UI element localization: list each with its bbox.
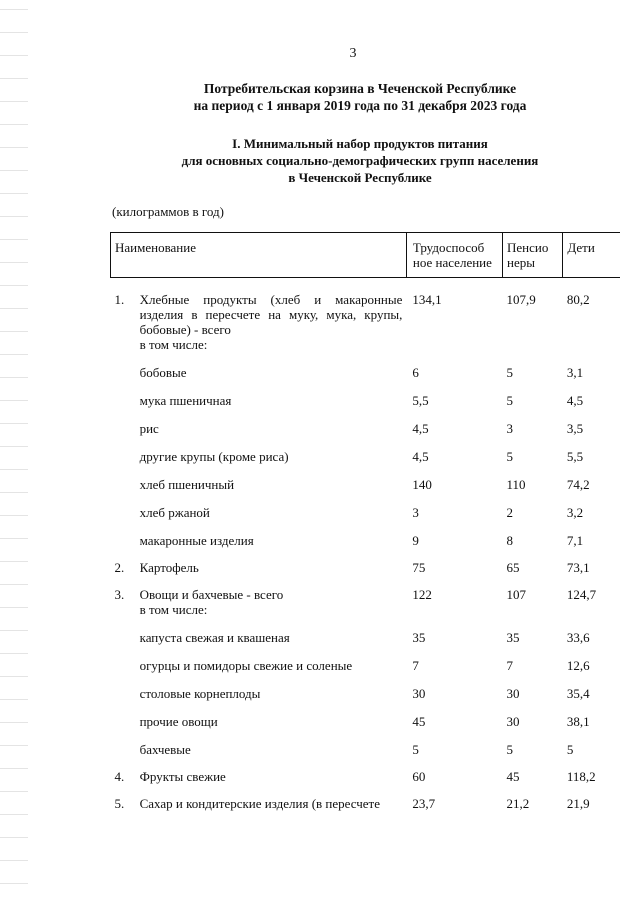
value-pensioners: 107,9 [506,292,536,307]
value-children: 5,5 [566,449,584,464]
table-row [111,757,621,784]
row-name-cell [140,548,407,575]
value-children: 80,2 [566,292,590,307]
value-working-population: 30 [412,686,426,701]
row-name: Фрукты свежие [139,769,226,784]
value-children: 12,6 [566,658,590,673]
row-number [111,617,140,645]
table-row [111,645,621,673]
value-working-population: 5 [412,742,419,757]
row-number [111,464,140,492]
row-name-cell [140,380,407,408]
value-pensioners: 21,2 [506,796,530,811]
row-number [111,645,140,673]
row-name-cell [140,408,407,436]
row-number: 3. [114,587,125,602]
row-name-cell [140,701,407,729]
row-name: Сахар и кондитерские изделия (в пересчете [139,796,381,811]
value-children: 3,5 [566,421,584,436]
scan-edge-artifact [0,0,28,905]
row-name: хлеб пшеничный [139,477,235,492]
row-name-cell [140,729,407,757]
row-name: бахчевые [139,742,191,757]
row-name: мука пшеничная [139,393,232,408]
value-children: 73,1 [566,560,590,575]
value-pensioners: 30 [506,686,520,701]
table-row [111,352,621,380]
value-working-population: 140 [412,477,432,492]
table-row [111,701,621,729]
value-working-population: 4,5 [412,449,429,464]
row-name: Хлебные продукты (хлеб и макаронные изделия в пересчете на муку, мука, крупы, бобовые) - всего [139,292,403,337]
table-row [111,575,621,617]
table-row [111,492,621,520]
row-name-cell [140,464,407,492]
value-children: 4,5 [566,393,584,408]
row-number: 2. [114,560,125,575]
header-pensioners: Пенсио неры [503,233,563,278]
table-body [111,278,621,812]
value-pensioners: 7 [506,658,513,673]
row-name: огурцы и помидоры свежие и соленые [139,658,353,673]
value-children: 3,1 [566,365,584,380]
row-name-cell [140,575,407,617]
row-name: капуста свежая и квашеная [139,630,290,645]
section-title [140,135,580,186]
row-name: макаронные изделия [139,533,254,548]
row-number [111,436,140,464]
value-pensioners: 45 [506,769,520,784]
value-working-population: 3 [412,505,419,520]
value-pensioners: 3 [506,421,513,436]
document-title-line-1: Потребительская корзина в Чеченской Республике [203,81,517,96]
row-number [111,673,140,701]
row-number [111,492,140,520]
value-pensioners: 8 [506,533,513,548]
value-working-population: 75 [412,560,426,575]
value-children: 33,6 [566,630,590,645]
value-children: 3,2 [566,505,584,520]
value-children: 74,2 [566,477,590,492]
row-name-cell [140,520,407,548]
row-number: 4. [114,769,125,784]
row-subtitle: в том числе: [139,337,208,352]
section-title-line-1: I. Минимальный набор продуктов питания [232,136,488,151]
table-row [111,464,621,492]
row-name-cell [140,352,407,380]
row-name: другие крупы (кроме риса) [139,449,289,464]
document-title-line-2: на период с 1 января 2019 года по 31 декабря 2023 года [193,98,527,113]
value-working-population: 7 [412,658,419,673]
value-pensioners: 30 [506,714,520,729]
value-working-population: 9 [412,533,419,548]
table-row [111,278,621,353]
row-subtitle: в том числе: [139,602,208,617]
row-number [111,520,140,548]
value-working-population: 134,1 [412,292,442,307]
section-title-line-3: в Чеченской Республике [288,170,432,185]
row-name: рис [139,421,159,436]
value-children: 35,4 [566,686,590,701]
row-name: столовые корнеплоды [139,686,261,701]
row-number [111,729,140,757]
row-name-cell [140,278,407,353]
row-number: 5. [114,796,125,811]
value-pensioners: 5 [506,365,513,380]
table-row [111,380,621,408]
value-pensioners: 5 [506,742,513,757]
row-name-cell [140,645,407,673]
row-number [111,408,140,436]
value-children: 21,9 [566,796,590,811]
value-working-population: 35 [412,630,426,645]
row-name: Овощи и бахчевые - всего [139,587,284,602]
value-children: 124,7 [566,587,597,602]
table-row [111,729,621,757]
row-name: прочие овощи [139,714,218,729]
value-working-population: 122 [412,587,432,602]
value-working-population: 23,7 [412,796,436,811]
table-row [111,436,621,464]
section-title-line-2: для основных социально-демографических групп населения [181,153,539,168]
value-children: 7,1 [566,533,584,548]
row-name-cell [140,673,407,701]
value-pensioners: 35 [506,630,520,645]
row-name-cell [140,757,407,784]
table-row [111,408,621,436]
value-working-population: 5,5 [412,393,429,408]
table-row [111,617,621,645]
row-name: хлеб ржаной [139,505,210,520]
row-number [111,380,140,408]
value-children: 118,2 [566,769,596,784]
row-name-cell [140,436,407,464]
value-working-population: 4,5 [412,421,429,436]
header-name: Наименование [111,233,407,278]
page-number: 3 [349,46,357,61]
units-label: (килограммов в год) [112,204,224,219]
table-row [111,784,621,811]
header-children: Дети [563,233,620,278]
document-title [140,80,580,114]
value-pensioners: 65 [506,560,520,575]
value-pensioners: 5 [506,449,513,464]
value-working-population: 45 [412,714,426,729]
table-row [111,520,621,548]
table-header-row [111,233,621,278]
value-pensioners: 110 [506,477,526,492]
value-children: 5 [566,742,574,757]
row-number: 1. [114,292,125,307]
row-name-cell [140,784,407,811]
value-pensioners: 107 [506,587,526,602]
table-row [111,673,621,701]
value-pensioners: 5 [506,393,513,408]
value-working-population: 60 [412,769,426,784]
food-basket-table [110,232,620,811]
table-row [111,548,621,575]
row-number [111,701,140,729]
row-name-cell [140,492,407,520]
row-name-cell [140,617,407,645]
header-working-population: Трудоспособ ное население [406,233,502,278]
value-children: 38,1 [566,714,590,729]
value-pensioners: 2 [506,505,513,520]
row-name: бобовые [139,365,187,380]
row-number [111,352,140,380]
row-name: Картофель [139,560,199,575]
value-working-population: 6 [412,365,419,380]
